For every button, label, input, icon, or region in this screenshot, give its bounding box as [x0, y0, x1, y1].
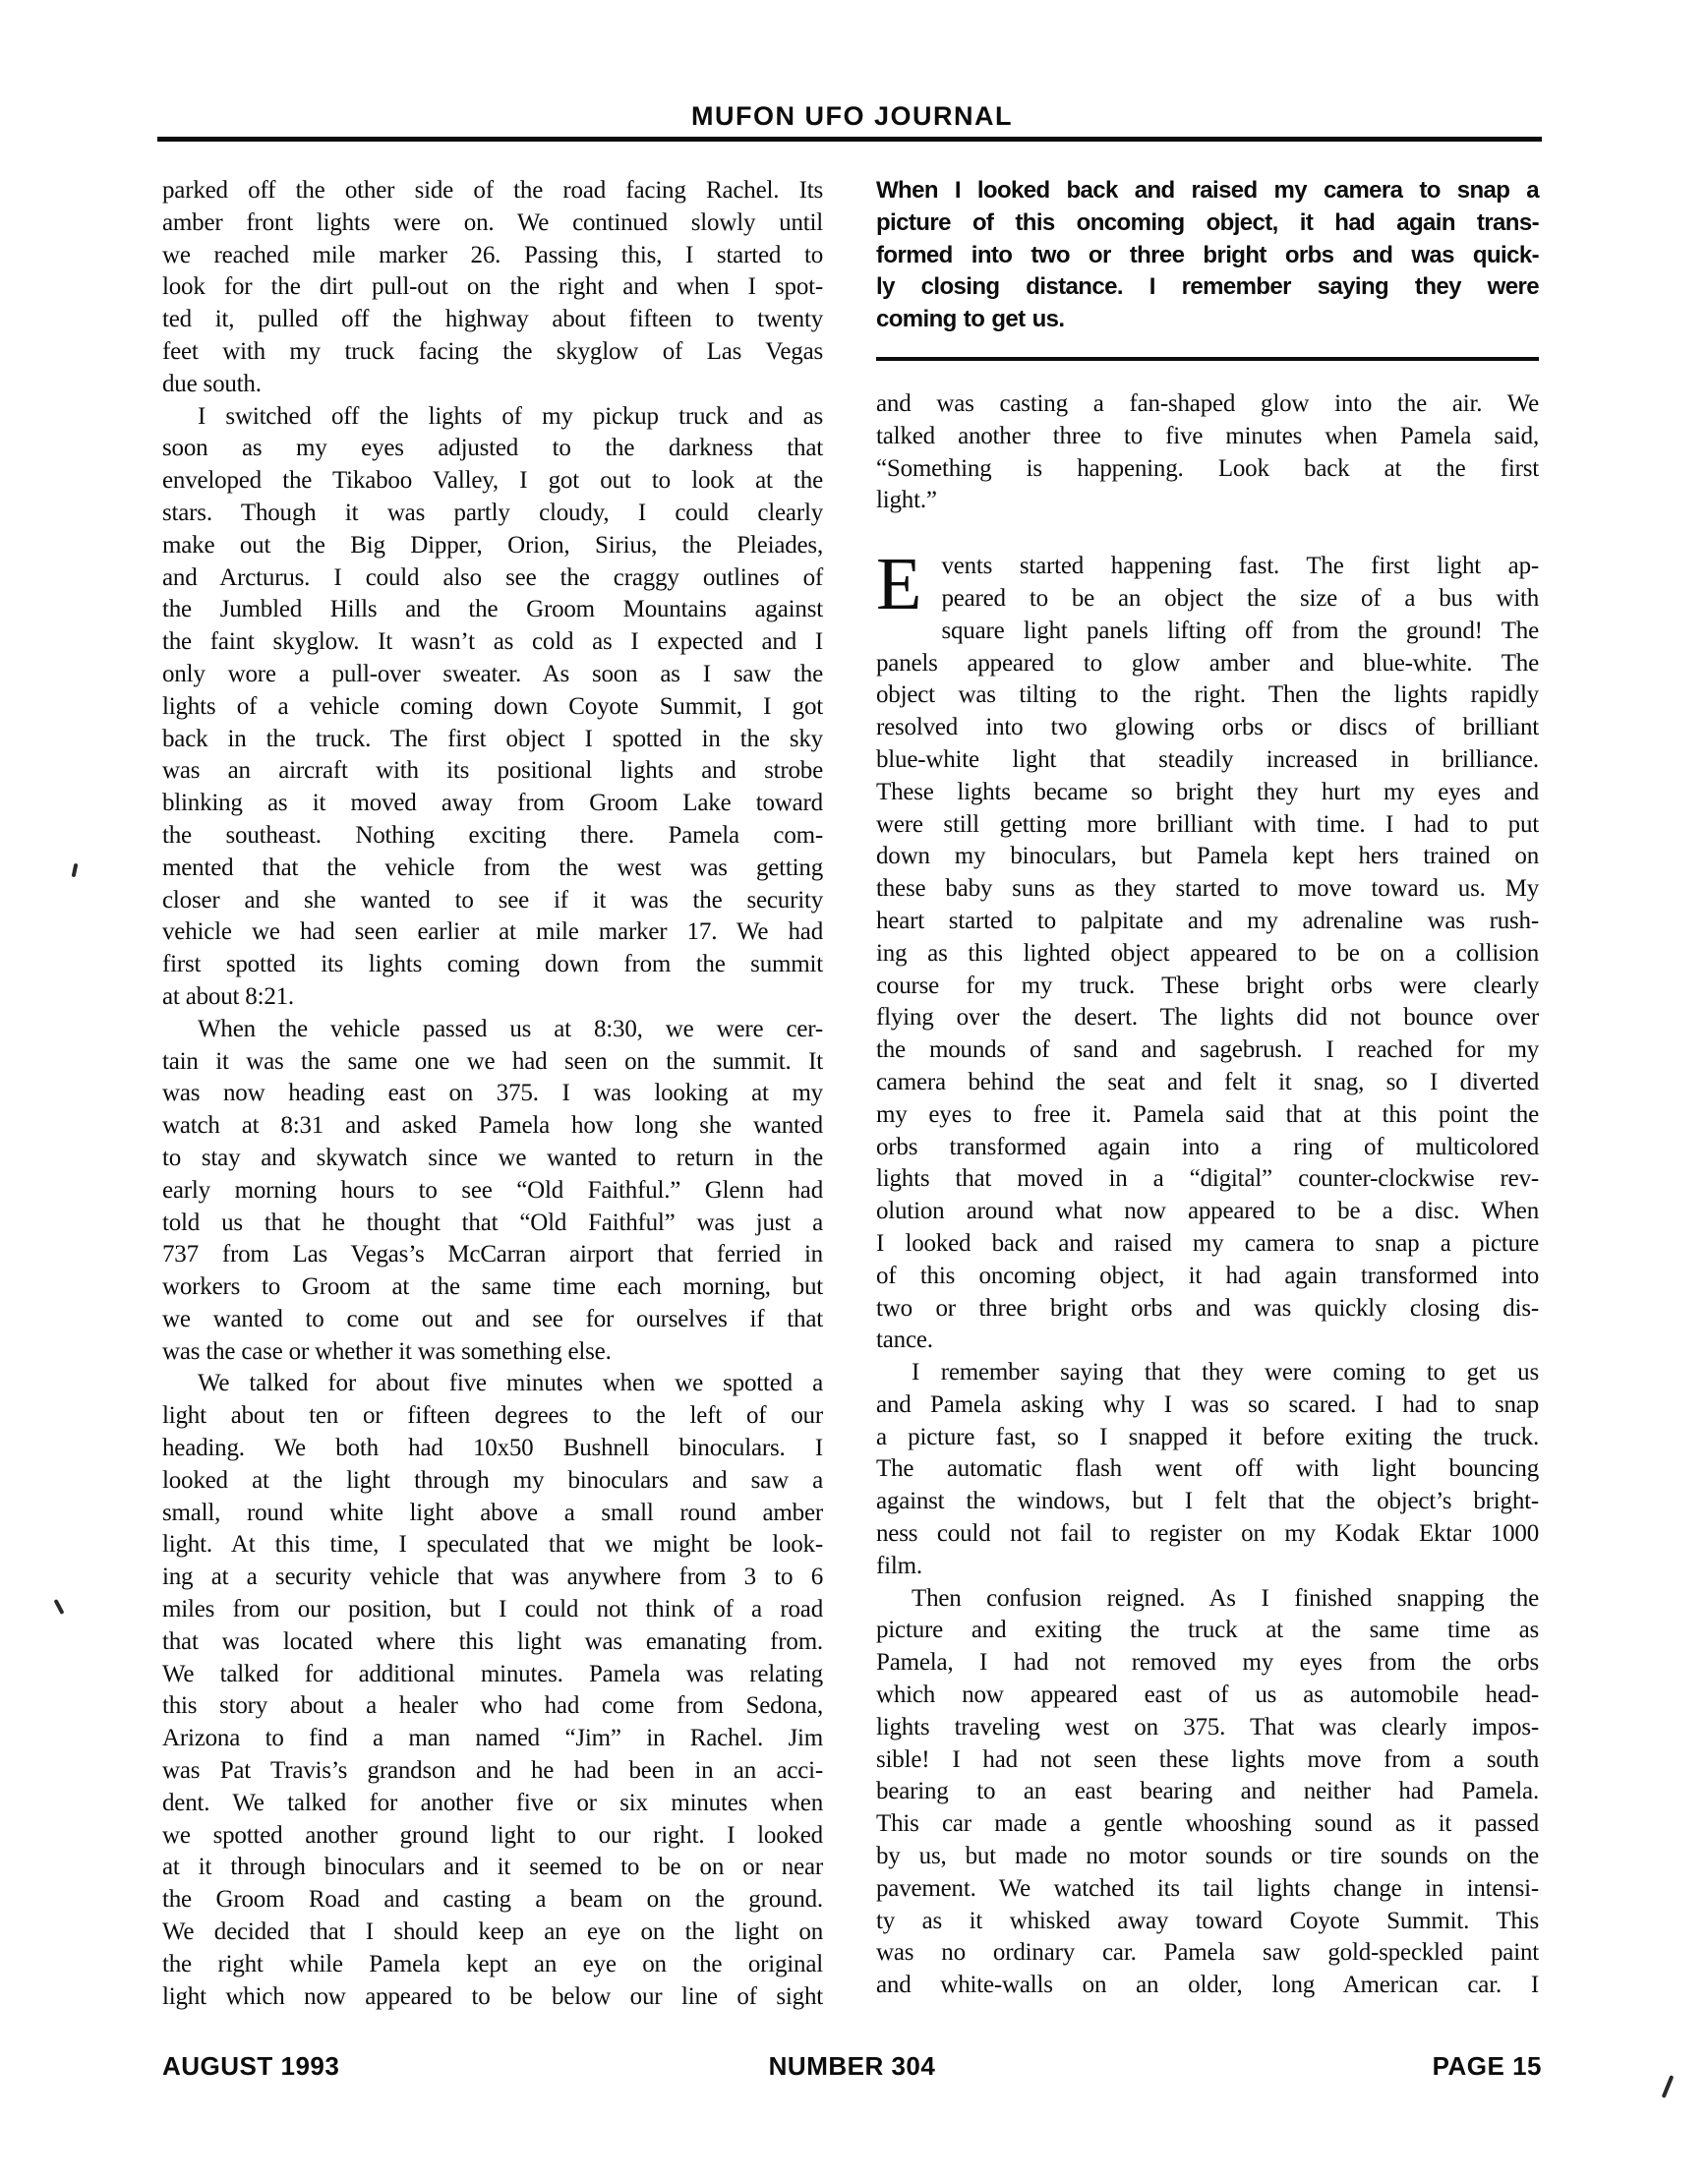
text-line: panels appeared to glow amber and blue-white. The	[876, 649, 1539, 677]
right-column	[876, 175, 1539, 2002]
text-line: parked off the other side of the road facing Rachel. Its	[162, 177, 823, 204]
paragraph	[162, 175, 823, 401]
text-line: and was casting a fan-shaped glow into the air. We	[876, 389, 1539, 417]
text-line: pavement. We watched its tail lights change in intensi-	[876, 1874, 1539, 1902]
text-line: Arizona to find a man named “Jim” in Rachel. Jim	[162, 1725, 823, 1752]
text-line: square light panels lifting off from the ground! The	[941, 617, 1539, 644]
text-line: dent. We talked for another five or six minutes when	[162, 1789, 823, 1816]
text-line: the right while Pamela kept an eye on the original	[162, 1950, 823, 1977]
text-line: we reached mile marker 26. Passing this, I started to	[162, 241, 823, 268]
text-line: sible! I had not seen these lights move from a south	[876, 1745, 1539, 1773]
text-line: lights that moved in a “digital” counter-clockwise rev-	[876, 1165, 1539, 1193]
text-line: light about ten or fifteen degrees to the left of our	[162, 1402, 823, 1430]
footer-issue-number: NUMBER 304	[768, 2051, 936, 2081]
scan-artifact	[1662, 2075, 1675, 2098]
drop-cap: E	[876, 543, 922, 626]
text-line: of this oncoming object, it had again transformed into	[876, 1262, 1539, 1289]
paragraph	[162, 401, 823, 1014]
text-line: and white-walls on an older, long American car. I	[876, 1972, 1539, 1999]
text-line: the southeast. Nothing exciting there. Pamela com-	[162, 821, 823, 849]
text-line: blinking as it moved away from Groom Lake toward	[162, 790, 823, 817]
text-line: I remember saying that they were coming to get us	[912, 1359, 1539, 1386]
text-line: heart started to palpitate and my adrenaline was rush-	[876, 907, 1539, 934]
text-line: which now appeared east of us as automobile head-	[876, 1682, 1539, 1709]
text-line: the Groom Road and casting a beam on the ground.	[162, 1886, 823, 1914]
text-line: was no ordinary car. Pamela saw gold-speckled paint	[876, 1939, 1539, 1967]
text-line: ly closing distance. I remember saying they were	[876, 273, 1539, 301]
text-line: We decided that I should keep an eye on the light on	[162, 1918, 823, 1946]
text-line: told us that he thought that “Old Faithful” was just a	[162, 1209, 823, 1236]
text-line: This car made a gentle whooshing sound as it passed	[876, 1810, 1539, 1838]
text-line: orbs transformed again into a ring of multicolored	[876, 1133, 1539, 1160]
text-line: talked another three to five minutes when Pamela said,	[876, 422, 1539, 449]
text-line: to stay and skywatch since we wanted to return in the	[162, 1144, 823, 1171]
text-line: ted it, pulled off the highway about fifteen to twenty	[162, 306, 823, 333]
text-line: olution around what now appeared to be a disc. When	[876, 1198, 1539, 1225]
text-line: blue-white light that steadily increased in brilliance.	[876, 745, 1539, 773]
text-line: two or three bright orbs and was quickly closing dis-	[876, 1294, 1539, 1322]
text-line: lights of a vehicle coming down Coyote Summit, I got	[162, 692, 823, 720]
paragraph	[876, 388, 1539, 517]
text-line: at about 8:21.	[162, 982, 294, 1010]
text-line: resolved into two glowing orbs or discs of brilliant	[876, 714, 1539, 741]
text-line: Pamela, I had not removed my eyes from the orbs	[876, 1649, 1539, 1677]
text-line: back in the truck. The first object I spotted in the sky	[162, 725, 823, 752]
footer-issue-date: AUGUST 1993	[162, 2051, 340, 2081]
text-line: closer and she wanted to see if it was the security	[162, 886, 823, 914]
text-line: against the windows, but I felt that the object’s bright-	[876, 1488, 1539, 1515]
text-line: my eyes to free it. Pamela said that at this point the	[876, 1100, 1539, 1128]
text-line: this story about a healer who had come from Sedona,	[162, 1692, 823, 1720]
text-line: tain it was the same one we had seen on the summit. It	[162, 1047, 823, 1075]
text-line: stars. Though it was partly cloudy, I could clearly	[162, 499, 823, 526]
text-line: soon as my eyes adjusted to the darkness that	[162, 435, 823, 462]
text-line: feet with my truck facing the skyglow of Las Vegas	[162, 337, 823, 365]
text-line: early morning hours to see “Old Faithful.” Glenn had	[162, 1176, 823, 1204]
text-line: bearing to an east bearing and neither had Pamela.	[876, 1778, 1539, 1805]
text-line: formed into two or three bright orbs and was quick-	[876, 241, 1539, 268]
text-line: flying over the desert. The lights did not bounce over	[876, 1004, 1539, 1032]
text-line: ty as it whisked away toward Coyote Summit. This	[876, 1907, 1539, 1934]
text-line: lights traveling west on 375. That was clearly impos-	[876, 1713, 1539, 1740]
paragraph	[162, 1014, 823, 1369]
text-line: a picture fast, so I snapped it before exiting the truck.	[876, 1423, 1539, 1450]
text-line: I looked back and raised my camera to snap a picture	[876, 1229, 1539, 1257]
text-line: was Pat Travis’s grandson and he had been in an acci-	[162, 1757, 823, 1785]
right-column-paragraphs	[876, 388, 1539, 2002]
text-line: small, round white light above a small round amber	[162, 1499, 823, 1526]
text-line: tance.	[876, 1327, 933, 1354]
bold-lede	[876, 175, 1539, 336]
text-line: watch at 8:31 and asked Pamela how long she wanted	[162, 1112, 823, 1140]
text-line: When the vehicle passed us at 8:30, we were cer-	[198, 1015, 823, 1042]
text-line: was the case or whether it was something else.	[162, 1337, 612, 1365]
text-line: down my binoculars, but Pamela kept hers trained on	[876, 843, 1539, 870]
scan-artifact	[72, 863, 79, 878]
paragraph	[162, 1368, 823, 2013]
text-line: picture and exiting the truck at the same time as	[876, 1617, 1539, 1644]
text-line: we spotted another ground light to our right. I looked	[162, 1821, 823, 1849]
paragraph	[876, 1357, 1539, 1583]
text-line: ing at a security vehicle that was anywhere from 3 to 6	[162, 1564, 823, 1591]
text-line: film.	[876, 1552, 922, 1579]
text-line: and Arcturus. I could also see the craggy outlines of	[162, 563, 823, 591]
text-line: and Pamela asking why I was so scared. I had to snap	[876, 1390, 1539, 1418]
text-line: coming to get us.	[876, 306, 1065, 333]
text-line: When I looked back and raised my camera to snap a	[876, 177, 1539, 204]
section-divider-rule	[876, 357, 1539, 361]
text-line: light. At this time, I speculated that we might be look-	[162, 1531, 823, 1559]
paragraph	[876, 543, 1539, 1357]
text-line: workers to Groom at the same time each morning, but	[162, 1273, 823, 1301]
text-line: miles from our position, but I could not think of a road	[162, 1596, 823, 1623]
text-line: look for the dirt pull-out on the right and when I spot-	[162, 273, 823, 301]
text-line: that was located where this light was emanating from.	[162, 1627, 823, 1655]
text-line: make out the Big Dipper, Orion, Sirius, the Pleiades,	[162, 531, 823, 559]
text-line: light.”	[876, 487, 937, 514]
left-column-paragraphs	[162, 175, 823, 2013]
text-line: was now heading east on 375. I was looking at my	[162, 1080, 823, 1107]
text-line: We talked for additional minutes. Pamela was relating	[162, 1660, 823, 1687]
text-line: at it through binoculars and it seemed to be on or near	[162, 1854, 823, 1881]
text-line: 737 from Las Vegas’s McCarran airport that ferried in	[162, 1241, 823, 1268]
paragraph	[876, 175, 1539, 336]
left-column	[162, 175, 823, 2013]
text-line: mented that the vehicle from the west was getting	[162, 854, 823, 881]
text-line: camera behind the seat and felt it snag, so I diverted	[876, 1068, 1539, 1095]
text-line: due south.	[162, 370, 262, 397]
header-rule	[157, 137, 1542, 142]
text-line: The automatic flash went off with light bouncing	[876, 1455, 1539, 1483]
text-line: ness could not fail to register on my Kodak Ektar 1000	[876, 1520, 1539, 1548]
text-line: We talked for about five minutes when we spotted a	[198, 1370, 823, 1397]
text-line: first spotted its lights coming down from the summit	[162, 951, 823, 978]
text-line: was an aircraft with its positional lights and strobe	[162, 757, 823, 785]
text-line: course for my truck. These bright orbs were clearly	[876, 972, 1539, 999]
text-line: were still getting more brilliant with time. I had to put	[876, 810, 1539, 838]
text-line: by us, but made no motor sounds or tire sounds on the	[876, 1843, 1539, 1870]
text-line: enveloped the Tikaboo Valley, I got out to look at the	[162, 467, 823, 495]
text-line: ing as this lighted object appeared to be on a collision	[876, 939, 1539, 967]
text-line: “Something is happening. Look back at the first	[876, 454, 1539, 482]
text-line: picture of this oncoming object, it had again trans-	[876, 208, 1539, 236]
text-line: vents started happening fast. The first light ap-	[941, 553, 1539, 580]
text-line: heading. We both had 10x50 Bushnell binoculars. I	[162, 1435, 823, 1462]
text-line: looked at the light through my binoculars and saw a	[162, 1466, 823, 1494]
text-line: object was tilting to the right. Then the lights rapidly	[876, 681, 1539, 709]
text-line: these baby suns as they started to move toward us. My	[876, 875, 1539, 903]
text-line: I switched off the lights of my pickup truck and as	[198, 402, 823, 430]
text-line: vehicle we had seen earlier at mile marker 17. We had	[162, 918, 823, 946]
text-line: only wore a pull-over sweater. As soon as I saw the	[162, 660, 823, 687]
text-line: the Jumbled Hills and the Groom Mountains against	[162, 596, 823, 623]
text-line: These lights became so bright they hurt my eyes and	[876, 778, 1539, 805]
text-line: light which now appeared to be below our line of sight	[162, 1982, 823, 2010]
journal-title: MUFON UFO JOURNAL	[691, 101, 1013, 131]
paragraph	[876, 1583, 1539, 2002]
text-line: the faint skyglow. It wasn’t as cold as I expected and I	[162, 628, 823, 656]
text-line: Then confusion reigned. As I finished snapping the	[912, 1584, 1539, 1612]
text-line: we wanted to come out and see for ourselves if that	[162, 1305, 823, 1332]
text-line: peared to be an object the size of a bus with	[941, 584, 1539, 612]
text-line: the mounds of sand and sagebrush. I reached for my	[876, 1036, 1539, 1064]
text-line: amber front lights were on. We continued slowly until	[162, 208, 823, 236]
footer-page-label: PAGE 15	[1432, 2051, 1542, 2081]
scan-artifact	[53, 1599, 64, 1615]
